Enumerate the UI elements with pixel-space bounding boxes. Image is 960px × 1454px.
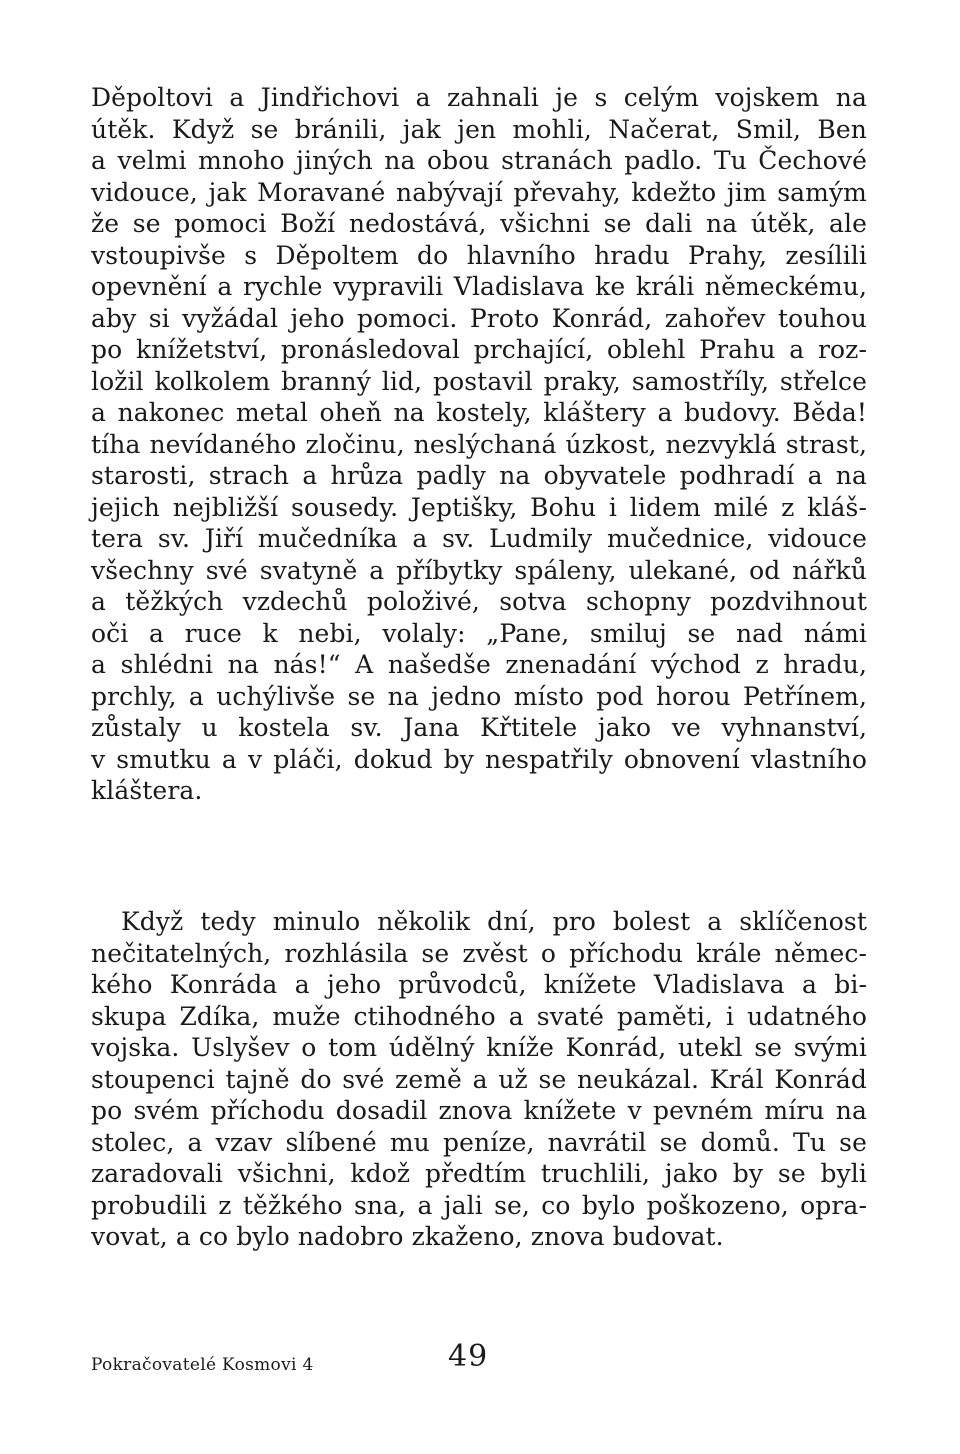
- text-line: vstoupivše s Děpoltem do hlavního hradu Prahy, zesílili: [91, 240, 867, 270]
- text-line: a velmi mnoho jiných na obou stranách padlo. Tu Čechové: [91, 146, 867, 175]
- text-line: opevnění a rychle vypravili Vladislava ke králi německému,: [91, 272, 867, 301]
- text-line: tíha nevídaného zločinu, neslýchaná úzkost, nezvyklá strast,: [91, 429, 867, 459]
- text-line: prchly, a uchýlivše se na jedno místo pod horou Petřínem,: [91, 681, 867, 711]
- text-line: po svém příchodu dosadil znova knížete v pevném míru na: [91, 1096, 867, 1125]
- text-line: a shlédni na nás!“ A našedše znenadání východ z hradu,: [91, 650, 867, 679]
- text-line: tera sv. Jiří mučedníka a sv. Ludmily mučednice, vidouce: [91, 524, 867, 553]
- text-line: po knížetství, pronásledoval prchající, oblehl Prahu a roz-: [91, 335, 867, 364]
- text-line: stolec, a vzav slíbené mu peníze, navrátil se domů. Tu se: [91, 1127, 867, 1157]
- text-line: vovat, a co bylo nadobro zkaženo, znova budovat.: [91, 1222, 724, 1251]
- text-line: Děpoltovi a Jindřichovi a zahnali je s celým vojskem na: [91, 83, 867, 112]
- text-line: vidouce, jak Moravané nabývají převahy, kdežto jim samým: [91, 177, 867, 207]
- text-line: skupa Zdíka, muže ctihodného a svaté paměti, i udatného: [91, 1001, 867, 1031]
- text-line: a těžkých vzdechů položivé, sotva schopny pozdvihnout: [91, 587, 867, 616]
- text-line: aby si vyžádal jeho pomoci. Proto Konrád, zahořev touhou: [91, 303, 867, 333]
- text-line: probudili z těžkého sna, a jali se, co bylo poškozeno, opra-: [91, 1190, 867, 1220]
- text-line: útěk. Když se bránili, jak jen mohli, Načerat, Smil, Ben: [91, 114, 867, 144]
- text-line: zůstaly u kostela sv. Jana Křtitele jako ve vyhnanství,: [91, 713, 867, 742]
- text-line: Když tedy minulo několik dní, pro bolest a sklíčenost: [121, 907, 867, 936]
- text-line: oči a ruce k nebi, volaly: „Pane, smiluj se nad námi: [91, 618, 867, 648]
- text-line: kláštera.: [91, 776, 203, 805]
- text-line: ložil kolkolem branný lid, postavil praky, samostříly, střelce: [91, 366, 867, 396]
- text-line: jejich nejbližší sousedy. Jeptišky, Bohu i lidem milé z kláš-: [91, 492, 867, 522]
- text-line: starosti, strach a hrůza padly na obyvatele podhradí a na: [91, 461, 867, 490]
- text-line: a nakonec metal oheň na kostely, kláštery a budovy. Běda!: [91, 398, 867, 427]
- text-line: vojska. Uslyšev o tom údělný kníže Konrád, utekl se svými: [91, 1033, 867, 1062]
- text-line: stoupenci tajně do své země a už se neukázal. Král Konrád: [91, 1064, 867, 1094]
- text-line: zaradovali všichni, kdož předtím truchlili, jako by se byli: [91, 1159, 867, 1188]
- text-line: v smutku a v pláči, dokud by nespatřily obnovení vlastního: [91, 744, 867, 774]
- page-number: 49: [448, 1339, 489, 1374]
- text-line: že se pomoci Boží nedostává, všichni se dali na útěk, ale: [91, 209, 867, 238]
- text-line: kého Konráda a jeho průvodců, knížete Vladislava a bi-: [91, 970, 867, 999]
- text-line: všechny své svatyně a příbytky spáleny, ulekané, od nářků: [91, 555, 867, 585]
- text-line: nečitatelných, rozhlásila se zvěst o příchodu krále němec-: [91, 938, 867, 968]
- printer-signature: Pokračovatelé Kosmovi 4: [91, 1355, 314, 1375]
